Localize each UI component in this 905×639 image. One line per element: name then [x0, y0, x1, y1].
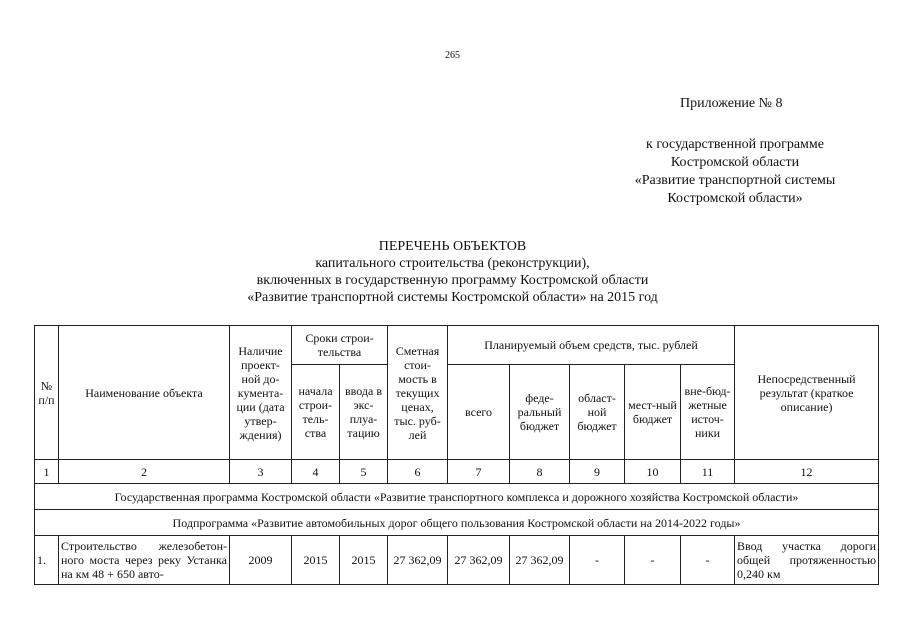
page-number: 265: [445, 50, 460, 61]
subprogram-row: [35, 510, 879, 536]
program-reference-line: «Развитие транспортной системы: [634, 173, 836, 188]
header-name: Наименование объекта: [59, 326, 230, 460]
cell-result: Ввод участка дороги общей протяженностью 0,240 км: [735, 536, 879, 585]
document-title: [0, 238, 905, 306]
title-line: «Развитие транспортной системы Костромской области» на 2015 год: [247, 290, 658, 305]
column-number: 12: [735, 460, 879, 484]
header-total: всего: [448, 365, 510, 460]
program-reference-line: Костромской области: [670, 155, 800, 170]
cell-total: 27 362,09: [448, 536, 510, 585]
cell-docs: 2009: [230, 536, 292, 585]
header-terms-start: начала строи-тель-ства: [292, 365, 340, 460]
column-number: 2: [59, 460, 230, 484]
header-planned: Планируемый объем средств, тыс. рублей: [448, 326, 735, 365]
header-cost: Сметная стои-мость в текущих ценах, тыс. руб-лей: [388, 326, 448, 460]
cell-federal: 27 362,09: [510, 536, 570, 585]
column-number: 5: [340, 460, 388, 484]
column-number: 9: [570, 460, 625, 484]
cell-commission: 2015: [340, 536, 388, 585]
column-number: 1: [35, 460, 59, 484]
objects-table: [34, 325, 879, 585]
cell-num: 1.: [35, 536, 59, 585]
column-number: 6: [388, 460, 448, 484]
header-extra: вне-бюд-жетные источ-ники: [681, 365, 735, 460]
cell-start: 2015: [292, 536, 340, 585]
cell-cost: 27 362,09: [388, 536, 448, 585]
program-reference: [600, 136, 870, 208]
title-line: включенных в государственную программу Костромской области: [256, 273, 649, 288]
header-terms-commission: ввода в экс-плуа-тацию: [340, 365, 388, 460]
header-federal: феде-ральный бюджет: [510, 365, 570, 460]
program-reference-line: Костромской области»: [667, 191, 803, 206]
header-docs: Наличие проект-ной до-кумента-ции (дата утвер-ждения): [230, 326, 292, 460]
header-terms: Сроки строи-тельства: [292, 326, 388, 365]
column-number: 4: [292, 460, 340, 484]
cell-name: Строительство железобетон-ного моста через реку Устанка на км 48 + 650 авто-: [59, 536, 230, 585]
column-number: 7: [448, 460, 510, 484]
column-number: 11: [681, 460, 735, 484]
header-regional: област-ной бюджет: [570, 365, 625, 460]
appendix-label: Приложение № 8: [680, 96, 783, 111]
program-title: Государственная программа Костромской области «Развитие транспортного комплекса и дорожного хозяйства Костромской области»: [35, 484, 879, 510]
program-row: [35, 484, 879, 510]
cell-extra: -: [681, 536, 735, 585]
title-main: ПЕРЕЧЕНЬ ОБЪЕКТОВ: [378, 239, 527, 254]
cell-local: -: [625, 536, 681, 585]
table-row: [35, 536, 879, 585]
column-number: 3: [230, 460, 292, 484]
header-num: № п/п: [35, 326, 59, 460]
header-local: мест-ный бюджет: [625, 365, 681, 460]
program-reference-line: к государственной программе: [646, 137, 824, 152]
header-row: [35, 326, 879, 365]
title-line: капитального строительства (реконструкции),: [315, 256, 590, 271]
cell-regional: -: [570, 536, 625, 585]
header-result: Непосредственный результат (краткое описание): [735, 326, 879, 460]
column-number-row: [35, 460, 879, 484]
column-number: 10: [625, 460, 681, 484]
subprogram-title: Подпрограмма «Развитие автомобильных дорог общего пользования Костромской области на 2014-2022 годы»: [35, 510, 879, 536]
column-number: 8: [510, 460, 570, 484]
